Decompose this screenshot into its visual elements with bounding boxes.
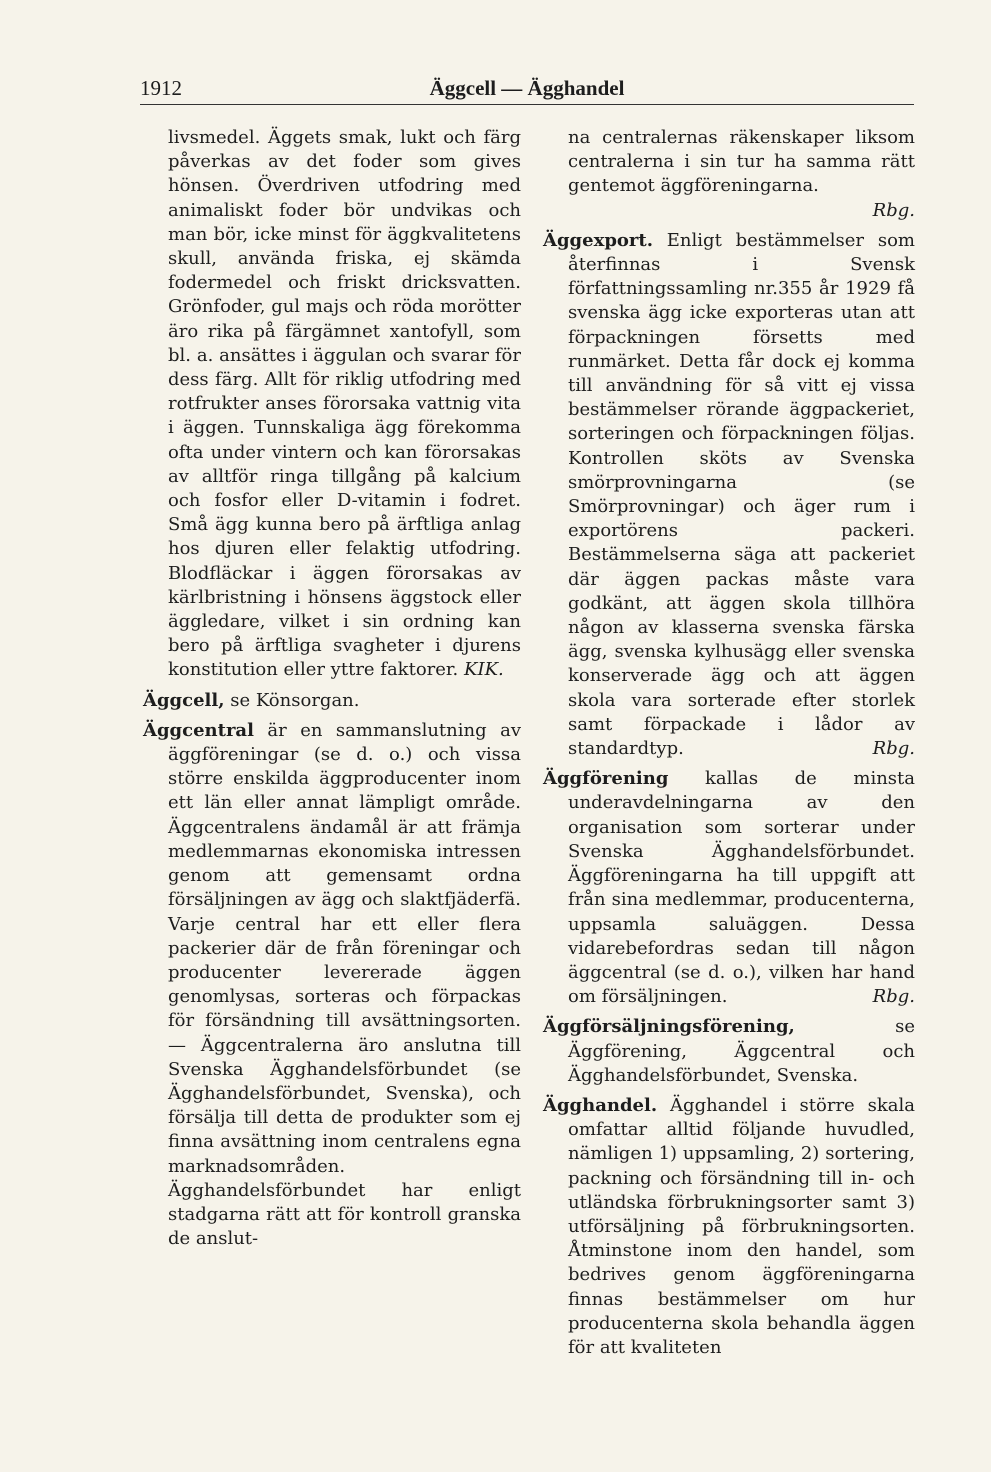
entry-aggexport — [543, 229, 915, 761]
entry-body-agghandel: Ägghandel i större skala omfattar alltid följande huvudled, nämligen 1) uppsamling, 2) sortering, packning och försändning till in- och utländska förbrukningsorter samt 3) utförsäljning på förbrukningsorten. Åtminstone inom den handel, som bedrives genom äggföreningarna finnas bestämmelser om hur producenterna skola behandla äggen för att kvaliteten — [568, 1094, 915, 1358]
entry-head-aggcentral: Äggcentral — [143, 719, 254, 741]
page-header — [140, 72, 914, 105]
signature-rbg-2: Rbg. — [872, 738, 915, 760]
signature-rbg-1: Rbg. — [872, 199, 915, 221]
continuation-text: livsmedel. Äggets smak, lukt och färg påverkas av det foder som gives hönsen. Överdriven utfodring med animaliskt foder bör undvikas och man bör, icke minst för äggkvalitetens skull, använda friska, ej skämda fodermedel och friskt dricksvatten. Grönfoder, gul majs och röda morötter äro rika på färgämnet xantofyll, som bl. a. ansättes i äggulan och svarar för dess färg. Allt för riklig utfodring med rotfrukter anses förorsaka vattnig vita i äggen. Tunnskaliga ägg förekomma ofta under vintern och kan förorsakas av alltför ringa tillgång på kalcium och fosfor eller D-vitamin i fodret. Små ägg kunna bero på ärftliga anlag hos djuren eller felaktig utfodring. Blodfläckar i äggen förorsakas av kärlbristning i hönsens äggstock eller äggledare, vilket i sin ordning kan bero på ärftliga svagheter i djurens konstitution eller yttre faktorer. — [168, 127, 521, 681]
entry-continuation-left — [143, 126, 521, 683]
entry-aggforsaljningsforening — [543, 1015, 915, 1088]
left-column — [143, 126, 521, 1257]
entry-body-aggexport: Enligt bestämmelser som återfinnas i Svensk författningssamling nr.355 år 1929 få svenska ägg icke exporteras utan att förpackningen försetts med runmärket. Detta får dock ej komma till användning för så vitt ej vissa bestämmelser rörande äggpackeriet, sorteringen och förpackningen följas. Kontrollen sköts av Svenska smörprovningarna (se Smörprovningar) och äger rum i exportörens packeri. Bestämmelserna säga att packeriet där äggen packas måste vara godkänt, att äggen skola tillhöra någon av klasserna svenska färska ägg, svenska kylhusägg eller svenska konserverade ägg och att äggen skola vara sorterade efter storlek samt förpackade i lådor av standardtyp. — [568, 229, 915, 760]
entry-continuation-right — [543, 126, 915, 223]
right-column — [543, 126, 915, 1366]
entry-aggcentral — [143, 719, 521, 1251]
entry-head-aggforening: Äggförening — [543, 768, 669, 790]
entry-body-aggcell: se Könsorgan. — [230, 689, 360, 711]
entry-body-aggforening: kallas de minsta underavdelningarna av den organisation som sorterar under Svenska Ägghandelsförbundet. Äggföreningarna ha till uppgift att från sina medlemmar, producenterna, uppsamla saluäggen. Dessa vidarebefordras sedan till någon äggcentral (se d. o.), vilken har hand om försäljningen. — [568, 768, 915, 1008]
entry-agghandel — [543, 1094, 915, 1360]
entry-body-aggforsaljningsforening: se Äggförening, Äggcentral och Ägghandelsförbundet, Svenska. — [568, 1016, 915, 1086]
entry-head-agghandel: Ägghandel. — [543, 1094, 658, 1116]
signature-kik: KIK. — [464, 659, 504, 681]
entry-body-aggcentral: är en sammanslutning av äggföreningar (se d. o.) och vissa större enskilda äggproducenter inom ett län eller annat lämpligt område. Äggcentralens ändamål är att främja medlemmarnas ekonomiska intressen genom att gemensamt ordna försäljningen av ägg och slaktfjäderfä. Varje central har ett eller flera packerier där de från föreningar och producenter levererade äggen genomlysas, sorteras och förpackas för försändning till avsättningsorten. — Äggcentralerna äro anslutna till Svenska Ägghandelsförbundet (se Ägghandelsförbundet, Svenska), och försälja till detta de produkter som ej finna avsättning inom centralens egna marknadsområden. Ägghandelsförbundet har enligt stadgarna rätt att för kontroll granska de anslut- — [168, 719, 521, 1250]
entry-aggcell — [143, 689, 521, 713]
continuation-text-right: na centralernas räkenskaper liksom centralerna i sin tur ha samma rätt gentemot äggföreningarna. — [568, 127, 915, 197]
running-head: Äggcell — Ägghandel — [429, 76, 625, 100]
entry-head-aggexport: Äggexport. — [543, 229, 653, 251]
signature-rbg-3: Rbg. — [872, 986, 915, 1008]
entry-head-aggforsaljningsforening: Äggförsäljningsförening, — [543, 1016, 795, 1038]
page-number: 1912 — [140, 76, 182, 100]
entry-head-aggcell: Äggcell, — [143, 689, 225, 711]
entry-aggforening — [543, 767, 915, 1009]
